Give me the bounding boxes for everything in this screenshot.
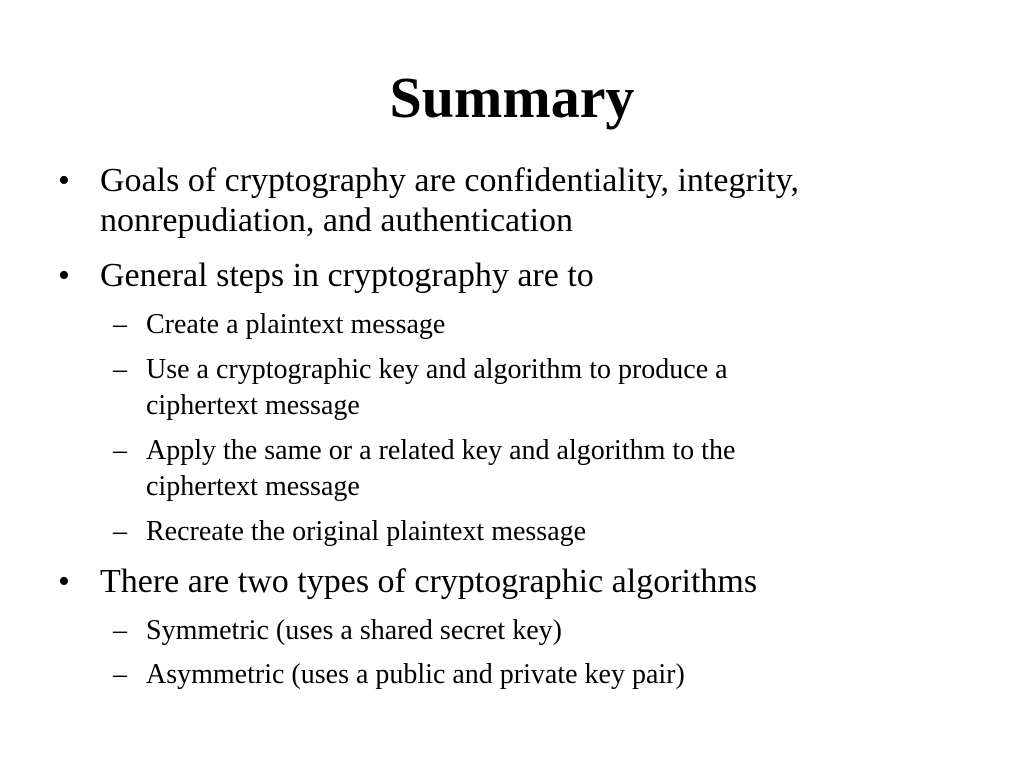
subbullet-item-use-key xyxy=(113,352,906,424)
dash-icon: – xyxy=(113,615,127,646)
subbullet-text-line: Create a plaintext message xyxy=(146,309,446,340)
bullet-item-general-steps xyxy=(58,256,980,296)
subbullet-text-line: Recreate the original plaintext message xyxy=(146,516,587,547)
dash-icon: – xyxy=(113,516,127,547)
dash-icon: – xyxy=(113,354,127,385)
subbullet-item-recreate-plaintext xyxy=(113,514,906,550)
subbullet-text-line: Use a cryptographic key and algorithm to produce a xyxy=(146,354,728,385)
bullet-text-line: There are two types of cryptographic algorithms xyxy=(100,563,758,600)
dash-icon: – xyxy=(113,309,127,340)
subbullet-item-asymmetric xyxy=(113,657,906,693)
bullet-item-goals xyxy=(58,161,980,241)
bullet-icon: • xyxy=(58,563,70,600)
subbullet-item-create-plaintext xyxy=(113,307,906,343)
subbullet-text-line: Asymmetric (uses a public and private key pair) xyxy=(146,659,685,690)
subbullet-item-symmetric xyxy=(113,613,906,649)
subbullet-text-line: Apply the same or a related key and algorithm to the xyxy=(146,435,736,466)
slide-title: Summary xyxy=(389,65,635,130)
subbullet-text-line: Symmetric (uses a shared secret key) xyxy=(146,615,562,646)
bullet-text-line: nonrepudiation, and authentication xyxy=(100,202,574,239)
bullet-text-line: Goals of cryptography are confidentiality, integrity, xyxy=(100,162,799,199)
bullet-icon: • xyxy=(58,162,70,199)
subbullet-text-line: ciphertext message xyxy=(146,390,360,421)
dash-icon: – xyxy=(113,435,127,466)
subbullet-text-line: ciphertext message xyxy=(146,471,360,502)
bullet-item-two-types xyxy=(58,562,980,602)
subbullet-item-apply-key xyxy=(113,433,906,505)
bullet-text-line: General steps in cryptography are to xyxy=(100,257,594,294)
dash-icon: – xyxy=(113,659,127,690)
bullet-icon: • xyxy=(58,257,70,294)
